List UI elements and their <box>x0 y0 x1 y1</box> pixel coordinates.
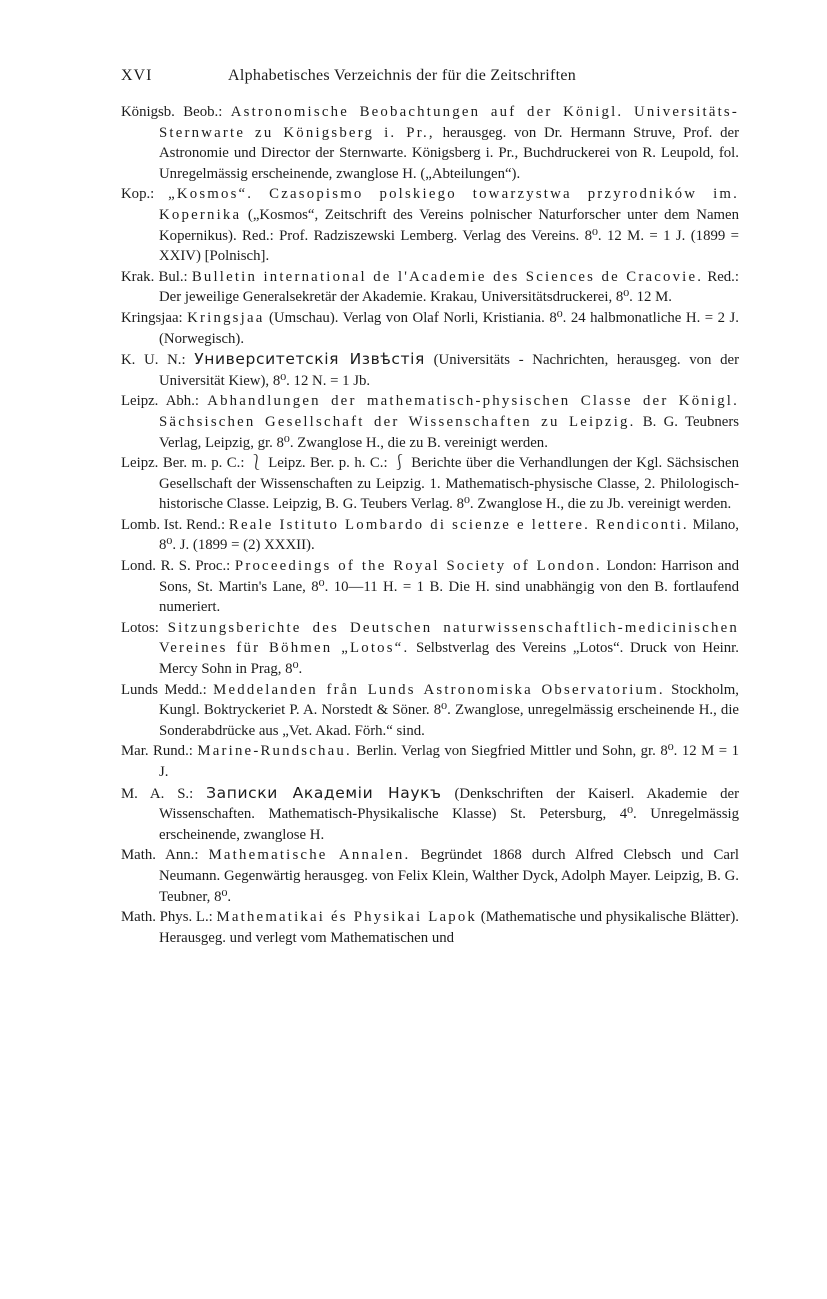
entry-details: B. G. Teubners Verlag, Leipzig, gr. 8⁰. Zwanglose H., die zu B. vereinigt werden. <box>159 413 740 451</box>
entry-details: (Umschau). Verlag von Olaf Norli, Kristiania. 8⁰. 24 halbmonatliche H. = 2 J. (Norwegisch). <box>159 309 740 347</box>
entry-title: Sitzungsberichte des Deutschen naturwissenschaftlich-medicinischen Vereines für Böhmen „Lotos“. <box>159 619 739 657</box>
entry-details: Berlin. Verlag von Siegfried Mittler und Sohn, gr. 8⁰. 12 M = 1 J. <box>159 743 739 780</box>
entry-abbreviation: Krak. Bul.: <box>121 268 188 285</box>
entry-abbreviation: Kringsjaa: <box>121 309 183 326</box>
list-item <box>121 618 739 680</box>
entry-title: „Kosmos“. Czasopismo polskiego towarzystwa przyrodników im. Kopernika <box>159 186 739 223</box>
entry-abbreviation: Math. Ann.: <box>121 847 199 864</box>
list-item <box>121 515 739 556</box>
entry-abbreviation: Kop.: <box>121 186 155 203</box>
entry-details: Milano, 8⁰. J. (1899 = (2) XXXII). <box>159 516 740 554</box>
entry-details: Selbstverlag des Vereins „Lotos“. Druck von Heinr. Mercy Sohn in Prag, 8⁰. <box>159 640 739 678</box>
entry-abbreviation: Leipz. Ber. m. p. C.: ⎱ Leipz. Ber. p. h. C.: ⎰ <box>121 455 407 472</box>
bibliography-list <box>121 102 739 948</box>
entry-abbreviation: K. U. N.: <box>121 352 186 369</box>
entry-title: Mathematikai és Physikai Lapok <box>216 909 478 926</box>
list-item <box>121 741 739 782</box>
list-item <box>121 267 739 308</box>
entry-details: („Kosmos“, Zeitschrift des Vereins polnischer Naturforscher unter dem Namen Kopernikus). Red.: Prof. Radziszewski Lemberg. Verlag des Vereins. 8⁰. 12 M. = 1 J. (1899 = XXIV) [Polnisch]. <box>159 206 739 265</box>
entry-title: Marine-Rundschau. <box>197 743 352 760</box>
entry-title: Bulletin international de l'Academie des Sciences de Cracovie. <box>191 268 704 285</box>
entry-abbreviation: Math. Phys. L.: <box>121 909 213 926</box>
entry-title: Proceedings of the Royal Society of London. <box>234 558 602 575</box>
entry-title: Записки Академiи Наукъ <box>206 783 442 802</box>
entry-details: (Universitäts - Nachrichten, herausgeg. von der Universität Kiew), 8⁰. 12 N. = 1 Jb. <box>159 352 739 389</box>
list-item <box>121 556 739 618</box>
entry-title: Mathematische Annalen. <box>208 847 411 864</box>
entry-title: Kringsjaa <box>187 309 265 326</box>
list-item <box>121 308 739 349</box>
list-item <box>121 783 739 846</box>
list-item <box>121 391 739 453</box>
list-item <box>121 184 739 266</box>
entry-title: Университетскія Извѣстія <box>194 350 425 369</box>
entry-title: Astronomische Beobachtungen auf der Königl. Universitäts-Sternwarte zu Königsberg i. Pr., <box>159 104 739 141</box>
entry-title: Reale Istituto Lombardo di scienze e lettere. Rendiconti. <box>228 516 689 533</box>
list-item <box>121 680 739 742</box>
entry-abbreviation: Lond. R. S. Proc.: <box>121 558 231 575</box>
entry-details: (Denkschriften der Kaiserl. Akademie der Wissenschaften. Mathematisch-Physikalische Klasse) St. Petersburg, 4⁰. Unregelmässig erscheinende, zwanglose H. <box>159 785 739 843</box>
running-title: Alphabetisches Verzeichnis der für die Zeitschriften <box>228 67 577 84</box>
entry-abbreviation: Lotos: <box>121 619 159 636</box>
entry-details: Begründet 1868 durch Alfred Clebsch und Carl Neumann. Gegenwärtig herausgeg. von Felix Klein, Walther Dyck, Adolph Mayer. Leipzig, B. G. Teubner, 8⁰. <box>159 847 739 905</box>
list-item <box>121 845 739 907</box>
list-item <box>121 349 739 391</box>
entry-details: Berichte über die Verhandlungen der Kgl. Sächsischen Gesellschaft der Wissenschaften zu Leipzig. 1. Mathematisch-physische Classe, 2. Philologisch-historische Classe. Leipzig, B. G. Teubers Verlag. 8⁰. Zwanglose H., die zu Jb. vereinigt werden. <box>159 455 739 513</box>
entry-abbreviation: Lomb. Ist. Rend.: <box>121 516 226 533</box>
entry-details: herausgeg. von Dr. Hermann Struve, Prof. der Astronomie und Director der Sternwarte. Königsberg i. Pr., Buchdruckerei von R. Leupold, fol. Unregelmässig erscheinende, zwanglose H. („Abteilungen“). <box>159 124 739 182</box>
list-item <box>121 907 739 948</box>
entry-title: Meddelanden från Lunds Astronomiska Observatorium. <box>213 681 665 698</box>
entry-abbreviation: Königsb. Beob.: <box>121 104 223 120</box>
entry-abbreviation: M. A. S.: <box>121 785 194 802</box>
page-number: XVI <box>121 67 153 84</box>
entry-details: Stockholm, Kungl. Boktryckeriet P. A. Norstedt & Söner. 8⁰. Zwanglose, unregelmässig erscheinende H., die Sonderabdrücke aus „Vet. Akad. Förh.“ sind. <box>159 681 739 739</box>
page-header <box>121 64 737 88</box>
entry-abbreviation: Lunds Medd.: <box>121 681 207 698</box>
entry-title: Abhandlungen der mathematisch-physischen Classe der Königl. Sächsischen Gesellschaft der Wissenschaften zu Leipzig. <box>159 393 740 430</box>
entry-details: Red.: Der jeweilige Generalsekretär der Akademie. Krakau, Universitätsdruckerei, 8⁰. 12 M. <box>159 268 739 306</box>
list-item <box>121 102 739 184</box>
entry-details: (Mathematische und physikalische Blätter). Herausgeg. und verlegt vom Mathematischen und <box>159 909 739 946</box>
entry-abbreviation: Mar. Rund.: <box>121 743 193 760</box>
list-item <box>121 453 739 515</box>
entry-details: London: Harrison and Sons, St. Martin's Lane, 8⁰. 10—11 H. = 1 B. Die H. sind unabhängig von den B. fortlaufend numeriert. <box>159 558 739 616</box>
entry-abbreviation: Leipz. Abh.: <box>121 393 200 410</box>
